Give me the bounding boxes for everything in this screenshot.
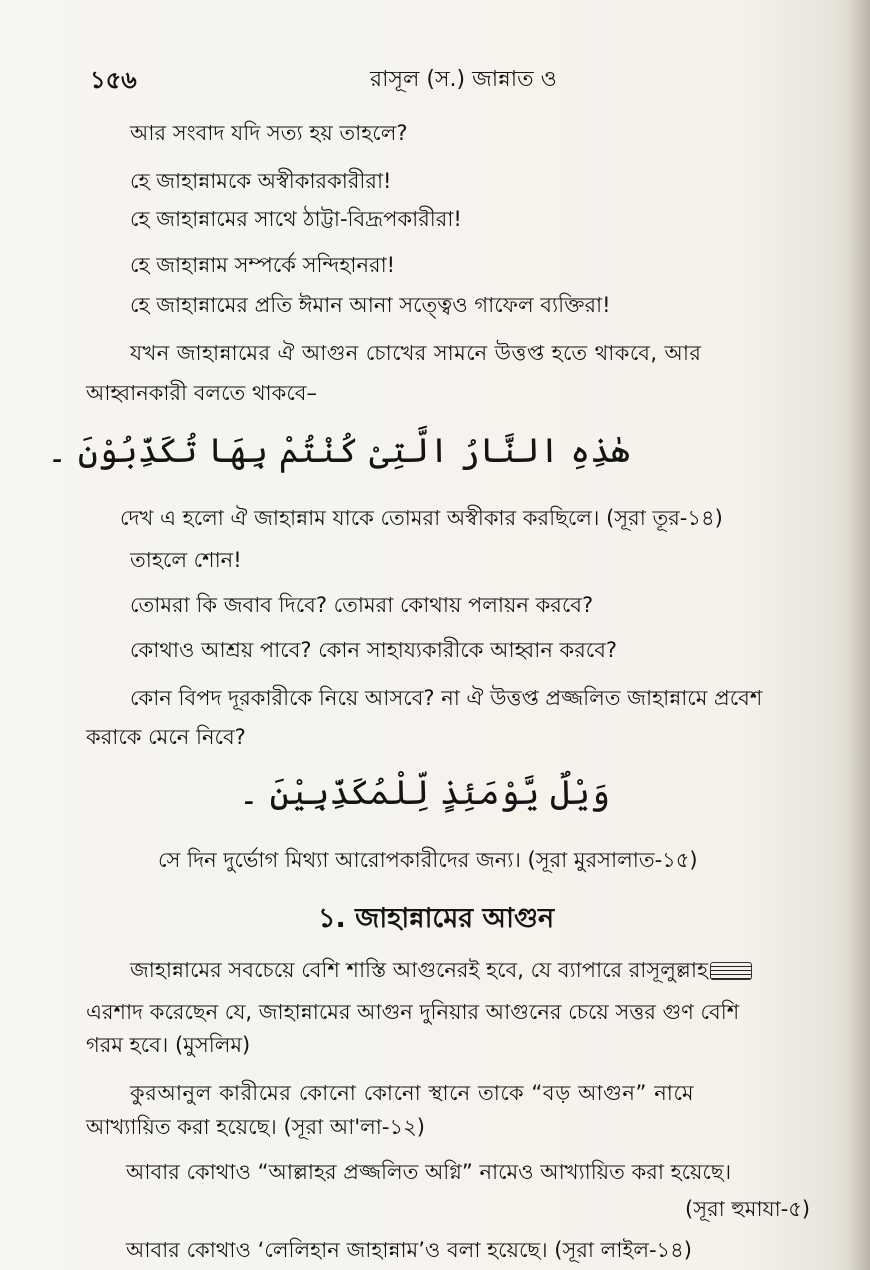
arabic-verse: هٰذِهِ النَّارُ الَّتِىْ كُنْتُمْ بِهَا تُكَذِّبُوْنَ ۔ — [47, 431, 630, 471]
text-line: এরশাদ করেছেন যে, জাহান্নামের আগুন দুনিয়ার আগুনের চেয়ে সত্তর গুণ বেশি — [86, 1000, 740, 1024]
text-line: কোন বিপদ দূরকারীকে নিয়ে আসবে? না ঐ উত্তপ্ত প্রজ্জলিত জাহান্নামে প্রবেশ — [130, 686, 763, 710]
text-line: সে দিন দুর্ভোগ মিথ্যা আরোপকারীদের জন্য। (সূরা মুরসালাত-১৫) — [158, 848, 698, 872]
text-line: আবার কোথাও ‘লেলিহান জাহান্নাম’ও বলা হয়েছে। (সূরা লাইল-১৪) — [126, 1238, 693, 1262]
text-line: হে জাহান্নামের প্রতি ঈমান আনা সত্ত্বেও গাফেল ব্যক্তিরা! — [130, 293, 611, 317]
text-line: তাহলে শোন! — [130, 548, 242, 572]
arabic-verse: وَيْلٌ يَّوْمَئِذٍ لِّلْمُكَذِّبِيْنَ ۔ — [238, 773, 610, 813]
text-line: হে জাহান্নাম সম্পর্কে সন্দিহানরা! — [130, 253, 396, 277]
text-line: যখন জাহান্নামের ঐ আগুন চোখের সামনে উত্তপ্ত হতে থাকবে, আর — [130, 341, 702, 365]
running-title: রাসূল (স.) জান্নাত ও — [370, 67, 557, 92]
salutation-seal-icon — [710, 962, 752, 980]
text-line: (সূরা হুমাযা-৫) — [685, 1197, 811, 1221]
page-header — [90, 62, 810, 96]
text-line: তোমরা কি জবাব দিবে? তোমরা কোথায় পলায়ন করবে? — [130, 593, 594, 617]
text-line: করাকে মেনে নিবে? — [86, 725, 246, 749]
section-heading: ১. জাহান্নামের আগুন — [318, 903, 555, 934]
text-segment: জাহান্নামের সবচেয়ে বেশি শাস্তি আগুনেরই হবে, যে ব্যাপারে রাসূলুল্লাহ — [130, 958, 708, 982]
text-line: কোথাও আশ্রয় পাবে? কোন সাহায্যকারীকে আহ্বান করবে? — [130, 638, 618, 662]
text-line: দেখ এ হলো ঐ জাহান্নাম যাকে তোমরা অস্বীকার করছিলে। (সূরা তূর-১৪) — [120, 506, 723, 530]
page-edge-shadow — [848, 0, 870, 1270]
page-number: ১৫৬ — [90, 66, 137, 94]
text-line: আর সংবাদ যদি সত্য হয় তাহলে? — [130, 121, 408, 145]
text-line: আখ্যায়িত করা হয়েছে। (সূরা আ'লা-১২) — [86, 1115, 425, 1139]
text-line: হে জাহান্নামকে অস্বীকারকারীরা! — [130, 169, 392, 193]
text-line: গরম হবে। (মুসলিম) — [86, 1033, 251, 1057]
text-line: আবার কোথাও “আল্লাহর প্রজ্জলিত অগ্নি” নামেও আখ্যায়িত করা হয়েছে। — [126, 1160, 732, 1184]
text-line: আহ্বানকারী বলতে থাকবে– — [86, 381, 317, 405]
text-line — [130, 955, 752, 985]
text-line: কুরআনুল কারীমের কোনো কোনো স্থানে তাকে “বড় আগুন” নামে — [130, 1081, 695, 1105]
text-line: হে জাহান্নামের সাথে ঠাট্টা-বিদ্রূপকারীরা! — [130, 207, 462, 231]
